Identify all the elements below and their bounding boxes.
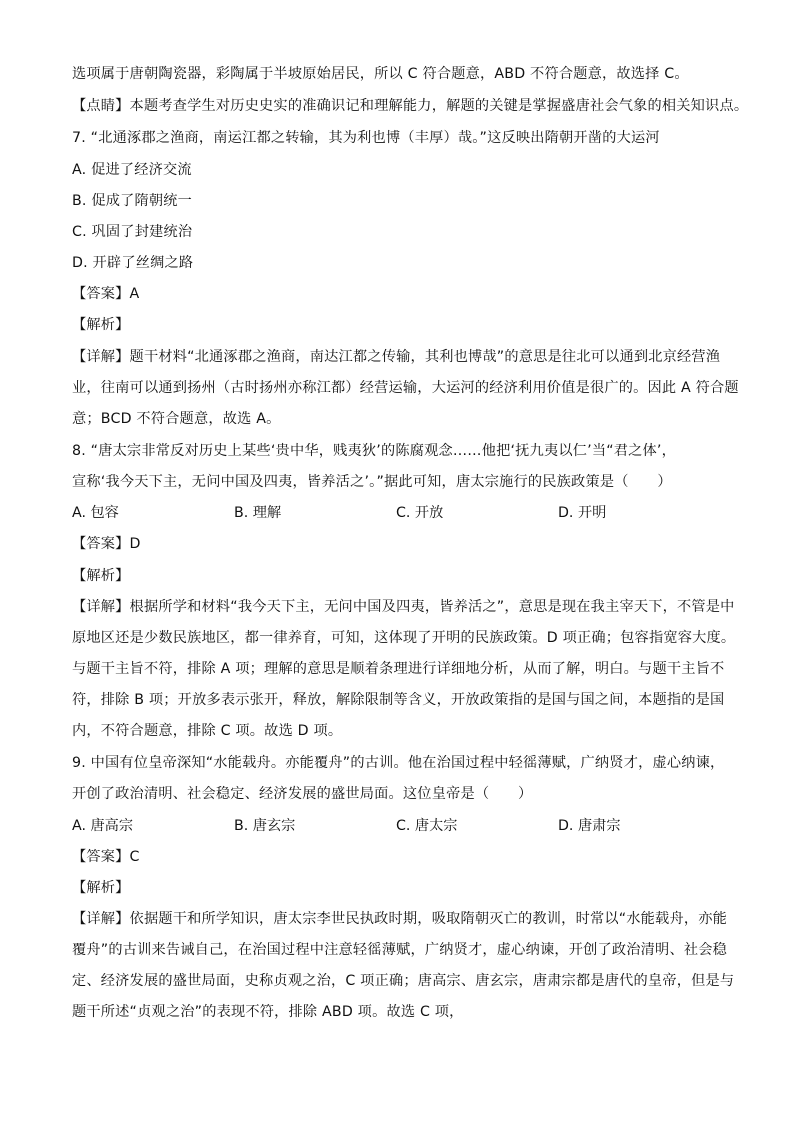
q9-option-b: B. 唐玄宗 [234, 818, 296, 834]
text-line: 与题干主旨不符，排除 A 项；理解的意思是顺着条理进行详细地分析，从而了解，明白。与题干主旨不 [72, 661, 725, 677]
answer-label: 【答案】C [72, 849, 140, 865]
q8-option-c: C. 开放 [396, 505, 444, 521]
q8-option-a: A. 包容 [72, 505, 119, 521]
text-line: 定、经济发展的盛世局面，史称贞观之治，C 项正确；唐高宗、唐玄宗，唐肃宗都是唐代的皇帝，但是与 [72, 973, 735, 989]
text-line: 内，不符合题意，排除 C 项。故选 D 项。 [72, 723, 343, 739]
text-line: 题干所述“贞观之治”的表现不符，排除 ABD 项。故选 C 项， [72, 1004, 464, 1020]
question-9-stem: 9. 中国有位皇帝深知“水能载舟。亦能覆舟”的古训。他在治国过程中轻徭薄赋，广纳贤才，虚心纳谏， [72, 755, 725, 771]
text-line: 【详解】依据题干和所学知识，唐太宗李世民执政时期，吸取隋朝灭亡的教训，时常以“水能载舟，亦能 [72, 911, 727, 927]
analysis-label: 【解析】 [72, 317, 130, 333]
text-line: 意；BCD 不符合题意，故选 A。 [72, 411, 281, 427]
option-b: B. 促成了隋朝统一 [72, 193, 193, 209]
question-9-stem: 开创了政治清明、社会稳定、经济发展的盛世局面。这位皇帝是（ ） [72, 786, 533, 802]
text-line: 符，排除 B 项；开放多表示张开，释放，解除限制等含义，开放政策指的是国与国之间，本题指的是国 [72, 692, 725, 708]
option-a: A. 促进了经济交流 [72, 162, 192, 178]
q8-option-b: B. 理解 [234, 505, 282, 521]
text-line: 【点睛】本题考查学生对历史史实的准确识记和理解能力，解题的关键是掌握盛唐社会气象的相关知识点。 [72, 98, 749, 114]
question-8-stem: 8. “唐太宗非常反对历史上某些‘贵中华，贱夷狄’的陈腐观念……他把‘抚九夷以仁’当“君之体’， [72, 443, 677, 459]
q9-option-d: D. 唐肃宗 [558, 818, 621, 834]
text-line: 选项属于唐朝陶瓷器，彩陶属于半坡原始居民，所以 C 符合题意，ABD 不符合题意，故选择 C。 [72, 66, 689, 82]
question-7-stem: 7. “北通涿郡之渔商，南运江都之转输，其为利也博（丰厚）哉。”这反映出隋朝开凿的大运河 [72, 130, 660, 146]
option-d: D. 开辟了丝绸之路 [72, 255, 194, 271]
text-line: 覆舟”的古训来告诫自己，在治国过程中注意轻徭薄赋，广纳贤才，虚心纳谏，开创了政治清明、社会稳 [72, 942, 727, 958]
q8-option-d: D. 开明 [558, 505, 607, 521]
analysis-label: 【解析】 [72, 880, 130, 896]
q9-option-c: C. 唐太宗 [396, 818, 458, 834]
text-line: 【详解】根据所学和材料“我今天下主，无问中国及四夷，皆养活之”，意思是现在我主宰天下，不管是中 [72, 599, 735, 615]
q9-option-a: A. 唐高宗 [72, 818, 134, 834]
analysis-label: 【解析】 [72, 568, 130, 584]
answer-label: 【答案】D [72, 536, 141, 552]
text-line: 【详解】题干材料“北通涿郡之渔商，南达江都之传输，其利也博哉”的意思是往北可以通到北京经营渔 [72, 349, 721, 365]
question-8-stem: 宣称‘我今天下主，无问中国及四夷，皆养活之’。”据此可知，唐太宗施行的民族政策是（ ） [72, 474, 672, 490]
text-line: 业，往南可以通到扬州（古时扬州亦称江都）经营运输，大运河的经济利用价值是很广的。因此 A 符合题 [72, 380, 739, 396]
answer-label: 【答案】A [72, 286, 140, 302]
text-line: 原地区还是少数民族地区，都一律养育，可知，这体现了开明的民族政策。D 项正确；包容指宽容大度。 [72, 630, 736, 646]
option-c: C. 巩固了封建统治 [72, 224, 193, 240]
